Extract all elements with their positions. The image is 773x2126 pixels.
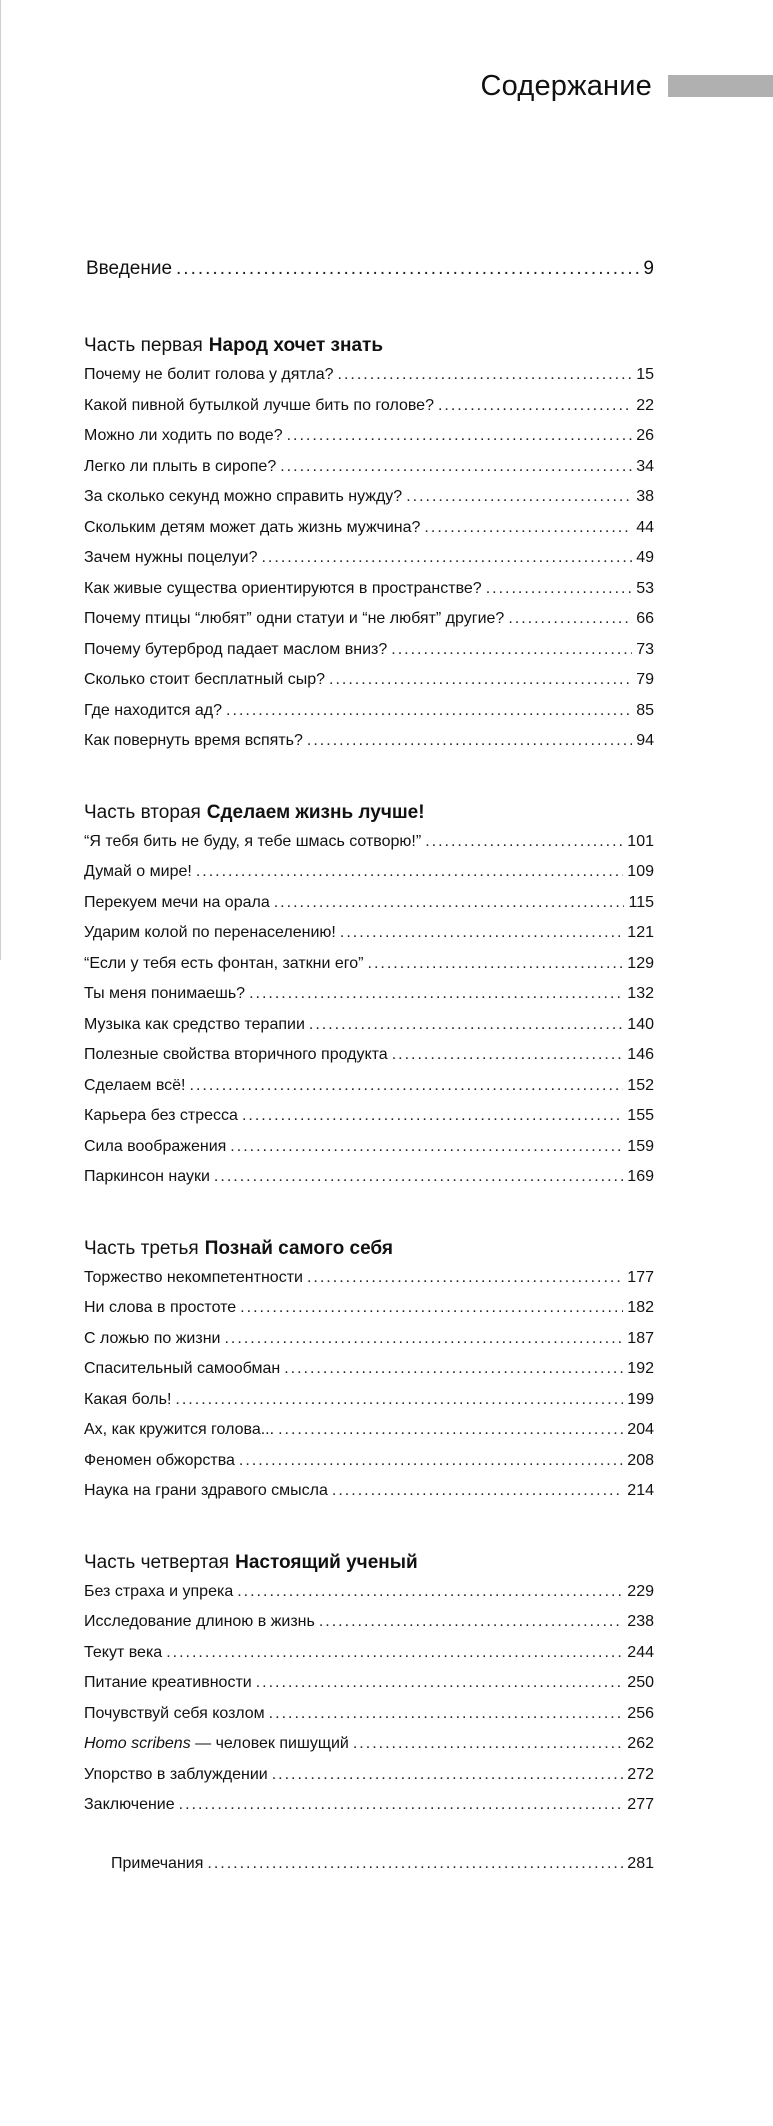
toc-entry-page: 85 <box>636 701 654 719</box>
dot-leader <box>261 549 632 567</box>
dot-leader <box>256 1674 624 1692</box>
toc-entry-title: С ложью по жизни <box>84 1329 221 1347</box>
toc-entry-title-rest: — человек пишущий <box>190 1735 349 1752</box>
toc-entry-page: 140 <box>627 1015 654 1033</box>
toc-entry-title: Питание креативности <box>84 1674 252 1691</box>
toc-entry-title-italic: Homo scribens <box>84 1735 191 1752</box>
toc-entry-title: Ты меня понимаешь? <box>84 985 246 1002</box>
toc-entry[interactable] <box>84 1735 654 1766</box>
toc-entry-page: 129 <box>627 954 654 972</box>
dot-leader <box>424 519 632 537</box>
page-edge-rule <box>0 0 1 960</box>
toc-entry-page: 101 <box>627 832 654 850</box>
toc-entry-title: “Если у тебя есть фонтан, заткни его” <box>84 954 364 972</box>
toc-entry-title: Исследование длиною в жизнь <box>84 1613 315 1630</box>
toc-entry-title: Какая боль! <box>84 1390 172 1408</box>
toc-entry-title: Наука на грани здравого смысла <box>84 1482 328 1499</box>
toc-entry[interactable] <box>84 985 654 1016</box>
dot-leader <box>438 397 632 415</box>
dot-leader <box>278 1421 623 1439</box>
dot-leader <box>179 1796 624 1814</box>
toc-entry-page: 79 <box>636 671 654 688</box>
toc-entry-page: 229 <box>627 1582 654 1600</box>
dot-leader <box>287 427 633 445</box>
toc-entry-title: Текут века <box>84 1643 163 1661</box>
toc-entry-page: 256 <box>627 1704 654 1722</box>
dot-leader <box>406 488 632 506</box>
dot-leader <box>319 1613 623 1631</box>
toc-entry-title: Сколько стоит бесплатный сыр? <box>84 671 326 688</box>
dot-leader <box>239 1452 623 1470</box>
dot-leader <box>190 1077 624 1095</box>
toc-entry[interactable] <box>84 833 654 864</box>
toc-entry[interactable] <box>84 1613 654 1644</box>
toc-entry-page: 121 <box>627 924 654 941</box>
toc-entry[interactable] <box>84 519 654 550</box>
toc-entry[interactable] <box>84 955 654 986</box>
toc-entry[interactable] <box>84 1421 654 1452</box>
toc-entry[interactable] <box>84 1077 654 1108</box>
toc-entry-page: 250 <box>627 1674 654 1691</box>
dot-leader <box>166 1644 623 1662</box>
toc-entry[interactable] <box>84 1766 654 1797</box>
toc-entry[interactable] <box>84 580 654 611</box>
toc-entry[interactable] <box>84 1269 654 1300</box>
toc-entry[interactable] <box>84 641 654 672</box>
toc-entry[interactable] <box>84 427 654 458</box>
toc-entry-title: “Я тебя бить не буду, я тебе шмась сотворю!” <box>84 832 422 850</box>
page-header <box>481 68 773 104</box>
toc-entry[interactable] <box>84 1482 654 1513</box>
toc-entry-title: Как повернуть время вспять? <box>84 732 303 749</box>
dot-leader <box>226 702 632 720</box>
toc-entry[interactable] <box>84 924 654 955</box>
toc-entry[interactable] <box>84 549 654 580</box>
toc-entry-title: Перекуем мечи на орала <box>84 893 270 911</box>
toc-entry-title: Музыка как средство терапии <box>84 1015 305 1033</box>
toc-entry-title: Думай о мире! <box>84 863 192 880</box>
toc-entry-title: Можно ли ходить по воде? <box>84 427 283 444</box>
toc-entry-page: 159 <box>627 1137 654 1155</box>
toc-entry[interactable] <box>84 1016 654 1047</box>
dot-leader <box>249 985 623 1003</box>
toc-entry-page: 169 <box>627 1168 654 1185</box>
toc-entry-page: 208 <box>627 1451 654 1469</box>
toc-entry[interactable] <box>84 610 654 641</box>
toc-entry-title: Полезные свойства вторичного продукта <box>84 1046 388 1063</box>
toc-entry[interactable] <box>84 702 654 733</box>
dot-leader <box>353 1735 623 1753</box>
toc-entry-page: 38 <box>636 488 654 505</box>
toc-entry-page: 277 <box>627 1796 654 1813</box>
part-heading <box>84 1543 654 1583</box>
dot-leader <box>230 1138 623 1156</box>
dot-leader <box>176 258 639 280</box>
toc-entry-title: Легко ли плыть в сиропе? <box>84 457 277 475</box>
toc-entry[interactable] <box>84 732 654 763</box>
dot-leader <box>242 1107 623 1125</box>
dot-leader <box>237 1583 623 1601</box>
toc-entry-title: Где находится ад? <box>84 701 223 719</box>
part-label: Часть третья <box>84 1237 199 1259</box>
dot-leader <box>207 1855 623 1873</box>
toc-entry-page: 115 <box>628 893 654 911</box>
toc-entry-page: 49 <box>636 549 654 566</box>
toc-entry-title: Карьера без стресса <box>84 1107 238 1124</box>
toc-entry[interactable] <box>84 894 654 925</box>
dot-leader <box>508 610 632 628</box>
dot-leader <box>272 1766 624 1784</box>
page-title: Содержание <box>480 69 652 102</box>
dot-leader <box>307 1269 623 1287</box>
toc-entry-title: Примечания <box>111 1854 204 1872</box>
toc-entry[interactable] <box>84 1138 654 1169</box>
toc-entry-page: 272 <box>627 1765 654 1783</box>
dot-leader <box>274 894 625 912</box>
toc-entry-notes[interactable] <box>84 1855 654 1886</box>
toc-entry-title: Как живые существа ориентируются в пространстве? <box>84 579 482 597</box>
toc-entry-page: 109 <box>627 863 654 880</box>
toc-entry-page: 244 <box>627 1643 654 1661</box>
dot-leader <box>425 833 623 851</box>
toc-entry-page: 187 <box>627 1329 654 1347</box>
toc-entry[interactable] <box>84 366 654 397</box>
toc-entry-title: Зачем нужны поцелуи? <box>84 549 258 566</box>
toc-entry-title: Спасительный самообман <box>84 1360 281 1377</box>
part-heading <box>84 326 654 366</box>
toc-entry-title: Ах, как кружится голова... <box>84 1421 275 1438</box>
toc-entry-title: Заключение <box>84 1796 175 1813</box>
toc-entry[interactable] <box>84 1583 654 1614</box>
dot-leader <box>307 732 632 750</box>
toc-entry-page: 53 <box>636 579 654 597</box>
toc-entry-page: 132 <box>627 985 654 1002</box>
toc-entry-title: Почему бутерброд падает маслом вниз? <box>84 640 388 658</box>
part-label: Часть первая <box>84 335 203 356</box>
toc-entry[interactable] <box>84 1046 654 1077</box>
part-label: Часть вторая <box>84 801 201 823</box>
toc-entry-page: 9 <box>643 258 654 279</box>
part-title: Сделаем жизнь лучше! <box>206 801 425 823</box>
toc-entry-title: Паркинсон науки <box>84 1168 210 1185</box>
dot-leader <box>196 863 623 881</box>
toc-entry-intro[interactable] <box>84 258 654 296</box>
dot-leader <box>332 1482 623 1500</box>
part-heading <box>84 1229 654 1269</box>
toc-entry-title: Упорство в заблуждении <box>84 1765 268 1783</box>
toc-entry-page: 262 <box>627 1735 654 1752</box>
toc-entry[interactable] <box>84 863 654 894</box>
toc-entry-page: 22 <box>636 396 654 414</box>
dot-leader <box>175 1391 623 1409</box>
toc-entry[interactable] <box>84 1330 654 1361</box>
toc-entry[interactable] <box>84 1299 654 1330</box>
toc-entry-page: 73 <box>636 640 654 658</box>
toc-entry-title: Почему птицы “любят” одни статуи и “не любят” другие? <box>84 610 505 627</box>
toc-entry-title: Торжество некомпетентности <box>84 1268 303 1286</box>
toc-entry[interactable] <box>84 488 654 519</box>
part-title: Народ хочет знать <box>208 335 384 356</box>
dot-leader <box>391 641 632 659</box>
part-title: Настоящий ученый <box>235 1551 418 1573</box>
toc-entry[interactable] <box>84 1452 654 1483</box>
dot-leader <box>486 580 633 598</box>
toc-entry[interactable] <box>84 1796 654 1827</box>
toc-entry-page: 15 <box>636 366 654 383</box>
toc-entry-page: 192 <box>627 1360 654 1377</box>
toc-entry-title: Сила воображения <box>84 1137 227 1155</box>
toc-entry[interactable] <box>84 1107 654 1138</box>
toc-entry-title: Введение <box>86 258 173 279</box>
part-heading <box>84 793 654 833</box>
toc-entry-title <box>84 1735 349 1753</box>
dot-leader <box>280 458 632 476</box>
toc-entry[interactable] <box>84 1168 654 1199</box>
toc-entry[interactable] <box>84 1360 654 1391</box>
toc-entry-page: 182 <box>627 1299 654 1316</box>
toc-entry-page: 281 <box>627 1854 654 1872</box>
dot-leader <box>368 955 624 973</box>
toc-entry-page: 214 <box>627 1482 654 1499</box>
part-label: Часть четвертая <box>84 1551 230 1573</box>
toc-entry-page: 94 <box>636 732 654 749</box>
dot-leader <box>309 1016 623 1034</box>
dot-leader <box>284 1360 623 1378</box>
toc-entry-page: 199 <box>627 1390 654 1408</box>
toc-entry[interactable] <box>84 458 654 489</box>
header-accent-bar <box>668 75 773 97</box>
toc-entry[interactable] <box>84 1644 654 1675</box>
toc-entry-page: 44 <box>636 518 654 536</box>
toc-entry-page: 177 <box>627 1268 654 1286</box>
dot-leader <box>240 1299 623 1317</box>
toc-entry-page: 26 <box>636 427 654 444</box>
toc-entry-page: 152 <box>627 1076 654 1094</box>
toc-entry-page: 238 <box>627 1613 654 1630</box>
toc-entry-title: Какой пивной бутылкой лучше бить по голове? <box>84 396 434 414</box>
toc-entry-page: 204 <box>627 1421 654 1438</box>
toc-entry-page: 34 <box>636 457 654 475</box>
dot-leader <box>329 671 632 689</box>
dot-leader <box>214 1168 623 1186</box>
toc-entry-title: Ни слова в простоте <box>84 1299 237 1316</box>
toc-entry[interactable] <box>84 671 654 702</box>
table-of-contents <box>84 258 654 1885</box>
part-title: Познай самого себя <box>204 1237 393 1259</box>
toc-entry-title: Скольким детям может дать жизнь мужчина? <box>84 518 421 536</box>
toc-entry-title: Сделаем всё! <box>84 1076 186 1094</box>
toc-entry-title: Почувствуй себя козлом <box>84 1704 265 1722</box>
toc-entry-title: Почему не болит голова у дятла? <box>84 366 334 383</box>
toc-entry-title: Ударим колой по перенаселению! <box>84 924 336 941</box>
toc-entry-title: Феномен обжорства <box>84 1451 235 1469</box>
dot-leader <box>340 924 623 942</box>
toc-entry-title: За сколько секунд можно справить нужду? <box>84 488 403 505</box>
toc-entry[interactable] <box>84 1705 654 1736</box>
toc-entry-page: 146 <box>627 1046 654 1063</box>
dot-leader <box>224 1330 623 1348</box>
dot-leader <box>392 1046 624 1064</box>
toc-entry-title: Без страха и упрека <box>84 1582 234 1600</box>
toc-entry-page: 66 <box>636 610 654 627</box>
toc-entry-page: 155 <box>627 1107 654 1124</box>
toc-entry[interactable] <box>84 397 654 428</box>
dot-leader <box>338 366 633 384</box>
toc-entry[interactable] <box>84 1391 654 1422</box>
toc-entry[interactable] <box>84 1674 654 1705</box>
dot-leader <box>269 1705 624 1723</box>
